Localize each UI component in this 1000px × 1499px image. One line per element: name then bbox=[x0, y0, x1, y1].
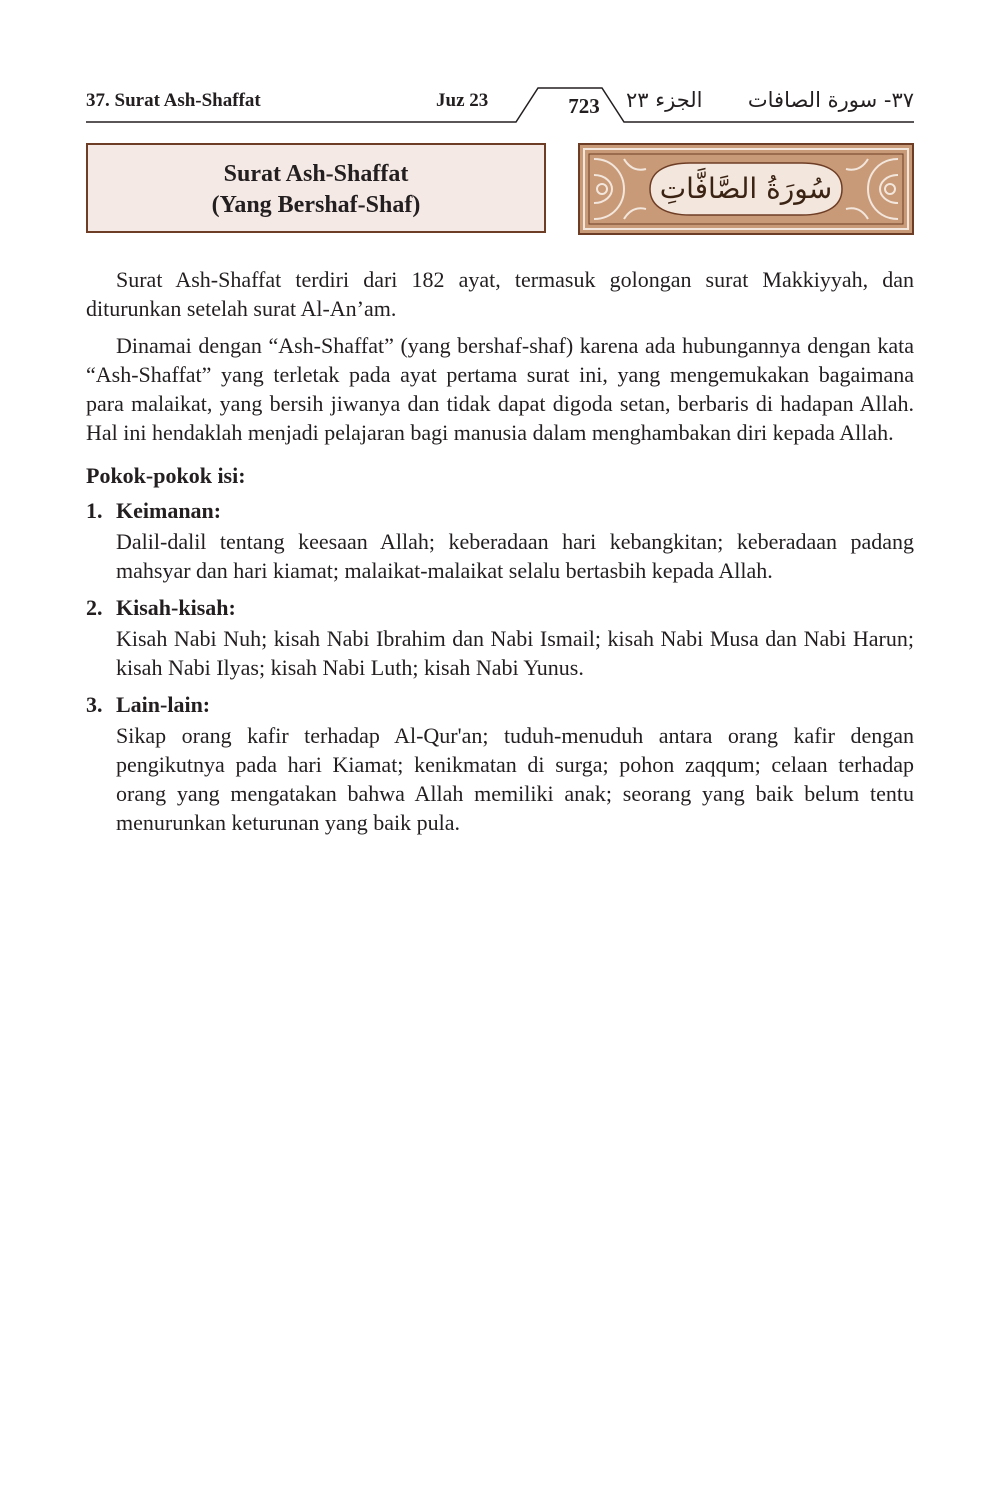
surah-running-title-arabic: ٣٧- سورة الصافات bbox=[747, 88, 914, 112]
list-item-title: Kisah-kisah: bbox=[116, 595, 236, 620]
points-heading: Pokok-pokok isi: bbox=[86, 463, 246, 488]
surah-introduction bbox=[86, 265, 914, 845]
juz-label-arabic: الجزء ٢٣ bbox=[626, 88, 703, 112]
surah-calligraphy: سُورَةُ الصَّافَّاتِ bbox=[659, 172, 833, 205]
page-number: 723 bbox=[568, 94, 600, 118]
running-header bbox=[86, 84, 914, 124]
surah-title-box bbox=[86, 143, 546, 233]
list-item-number: 1. bbox=[86, 498, 103, 523]
list-item-number: 3. bbox=[86, 692, 103, 717]
intro-paragraph: Dinamai dengan “Ash-Shaffat” (yang bershaf-shaf) karena ada hubungannya dengan kata “Ash-Shaffat” yang terletak pada ayat pertama surat ini, yang mengemukakan bagaimana para malaikat, yang bersih jiwanya dan tidak dapat digoda setan, berbaris di hadapan Allah. Hal ini hendaklah menjadi pelajaran bagi manusia dalam menghambakan diri kepada Allah. bbox=[86, 333, 914, 445]
surah-title: Surat Ash-Shaffat bbox=[223, 161, 409, 187]
list-item-title: Lain-lain: bbox=[116, 692, 211, 717]
surah-title-meaning: (Yang Bershaf-Shaf) bbox=[211, 192, 421, 218]
list-item bbox=[86, 496, 914, 585]
juz-label: Juz 23 bbox=[436, 90, 489, 111]
list-item-number: 2. bbox=[86, 595, 103, 620]
list-item bbox=[86, 690, 914, 837]
list-item-text: Dalil-dalil tentang keesaan Allah; keberadaan hari kebangkitan; keberadaan padang mahsyar dan hari kiamat; malaikat-malaikat selalu bertasbih kepada Allah. bbox=[116, 529, 914, 583]
list-item-text: Sikap orang kafir terhadap Al-Qur'an; tuduh-menuduh antara orang kafir dengan pengikutnya pada hari Kiamat; kenikmatan di surga; pohon zaqqum; celaan terhadap orang yang mengatakan bahwa Allah memiliki anak; seorang yang baik belum tentu menurunkan keturunan yang baik pula. bbox=[116, 723, 914, 835]
surah-ornament-frame bbox=[578, 143, 914, 235]
list-item-text: Kisah Nabi Nuh; kisah Nabi Ibrahim dan Nabi Ismail; kisah Nabi Musa dan Nabi Harun; kisah Nabi Ilyas; kisah Nabi Luth; kisah Nabi Yunus. bbox=[116, 626, 914, 680]
intro-paragraph: Surat Ash-Shaffat terdiri dari 182 ayat, termasuk golongan surat Makkiyyah, dan diturunkan setelah surat Al-An’am. bbox=[86, 267, 914, 321]
list-item bbox=[86, 593, 914, 682]
surah-running-title: 37. Surat Ash-Shaffat bbox=[86, 90, 261, 111]
list-item-title: Keimanan: bbox=[116, 498, 222, 523]
